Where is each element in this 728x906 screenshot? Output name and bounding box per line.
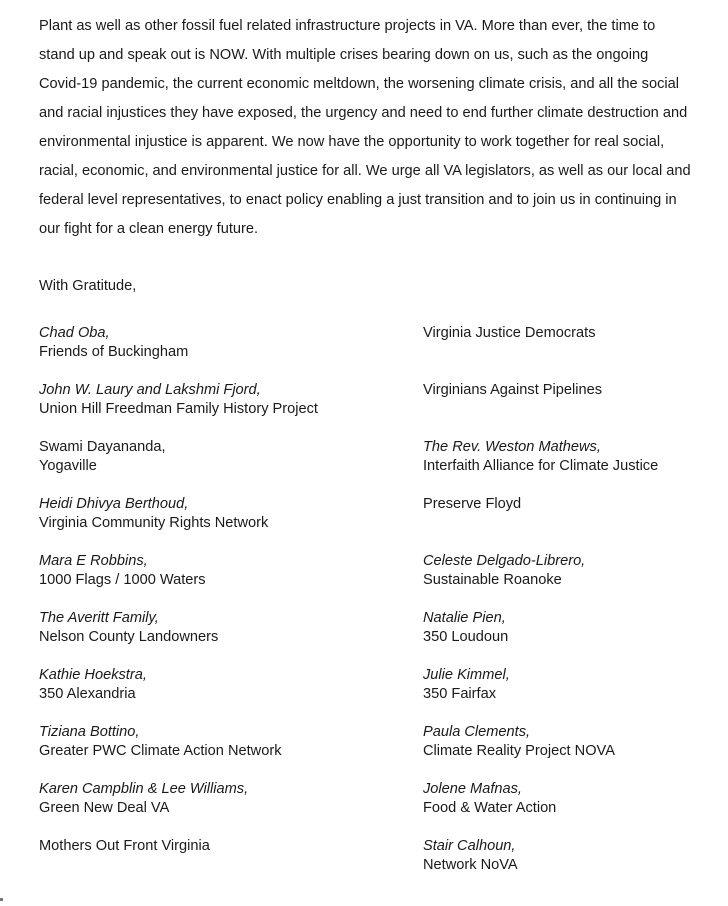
signatory-row: [39, 552, 699, 609]
body-line: Covid-19 pandemic, the current economic meltdown, the worsening climate crisis, and all the social: [39, 76, 679, 92]
signatory: [39, 837, 210, 856]
letter-closing: With Gratitude,: [39, 278, 137, 294]
signatory: [39, 438, 166, 476]
signatory: [39, 666, 147, 704]
signatory-name: Jolene Mafnas,: [423, 781, 522, 797]
signatory-org: Network NoVA: [423, 857, 518, 873]
signatory-row: [39, 324, 699, 381]
signatory-name: John W. Laury and Lakshmi Fjord,: [39, 382, 261, 398]
signatory-name: Heidi Dhivya Berthoud,: [39, 496, 189, 512]
signatory-name: Karen Campblin & Lee Williams,: [39, 781, 249, 797]
signatory-name: Celeste Delgado-Librero,: [423, 553, 586, 569]
signatory-name: Julie Kimmel,: [423, 667, 510, 683]
signatory-row: [39, 438, 699, 495]
signatory-name: Stair Calhoun,: [423, 838, 516, 854]
signatory-row: [39, 780, 699, 837]
signatory-org: Climate Reality Project NOVA: [423, 743, 615, 759]
signatory-name: The Averitt Family,: [39, 610, 159, 626]
signatory: [39, 723, 282, 761]
signatory-name: Kathie Hoekstra,: [39, 667, 147, 683]
signatory-row: [39, 609, 699, 666]
signatory-org: 350 Fairfax: [423, 686, 497, 702]
body-line: racial, economic, and environmental justice for all. We urge all VA legislators, as well as our local and: [39, 163, 691, 179]
signatory-org: 350 Alexandria: [39, 686, 136, 702]
signatory: [423, 780, 556, 818]
signatory: [423, 495, 521, 514]
signatory-org: Greater PWC Climate Action Network: [39, 743, 282, 759]
signatory-org: Yogaville: [39, 458, 97, 474]
body-line: stand up and speak out is NOW. With multiple crises bearing down on us, such as the ongoing: [39, 47, 649, 63]
signatory-row: [39, 666, 699, 723]
signatory-org: Preserve Floyd: [423, 496, 522, 512]
body-line: our fight for a clean energy future.: [39, 221, 259, 237]
body-line: Plant as well as other fossil fuel related infrastructure projects in VA. More than ever, the time to: [39, 18, 656, 34]
signatory-org: Virginia Community Rights Network: [39, 515, 269, 531]
signatory-org: Nelson County Landowners: [39, 629, 219, 645]
signatory: [423, 837, 518, 875]
signatory-name: Natalie Pien,: [423, 610, 506, 626]
signatory: [39, 552, 206, 590]
signatory-row: [39, 837, 699, 894]
signatory-org: Interfaith Alliance for Climate Justice: [423, 458, 659, 474]
signatory: [423, 324, 596, 343]
page-edge-mark: [0, 898, 3, 901]
signatory-list: [39, 324, 699, 894]
signatory-org: Food & Water Action: [423, 800, 557, 816]
signatory-name: Swami Dayananda,: [39, 439, 166, 455]
body-line: and racial injustices they have exposed, the urgency and need to end further climate destruction and: [39, 105, 688, 121]
body-line: environmental injustice is apparent. We now have the opportunity to work together for real social,: [39, 134, 665, 150]
signatory-name: The Rev. Weston Mathews,: [423, 439, 601, 455]
signatory: [423, 438, 658, 476]
signatory: [423, 723, 615, 761]
signatory: [39, 780, 248, 818]
signatory-org: Friends of Buckingham: [39, 344, 189, 360]
body-line: federal level representatives, to enact policy enabling a just transition and to join us in continuing in: [39, 192, 677, 208]
signatory: [423, 552, 585, 590]
signatory-name: Paula Clements,: [423, 724, 531, 740]
signatory: [423, 381, 602, 400]
signatory-org: Green New Deal VA: [39, 800, 170, 816]
signatory-org: Virginians Against Pipelines: [423, 382, 603, 398]
signatory-row: [39, 723, 699, 780]
signatory-name: Tiziana Bottino,: [39, 724, 140, 740]
signatory-row: [39, 381, 699, 438]
signatory-name: Mara E Robbins,: [39, 553, 148, 569]
signatory-org: 1000 Flags / 1000 Waters: [39, 572, 206, 588]
signatory: [39, 324, 188, 362]
signatory-org: Mothers Out Front Virginia: [39, 838, 210, 854]
signatory-name: Chad Oba,: [39, 325, 110, 341]
signatory-org: Virginia Justice Democrats: [423, 325, 596, 341]
signatory: [423, 666, 510, 704]
signatory: [39, 381, 318, 419]
signatory: [39, 609, 218, 647]
signatory: [39, 495, 268, 533]
signatory-org: 350 Loudoun: [423, 629, 509, 645]
signatory: [423, 609, 508, 647]
signatory-org: Sustainable Roanoke: [423, 572, 562, 588]
letter-body-paragraph: [39, 12, 711, 244]
signatory-row: [39, 495, 699, 552]
signatory-org: Union Hill Freedman Family History Project: [39, 401, 318, 417]
